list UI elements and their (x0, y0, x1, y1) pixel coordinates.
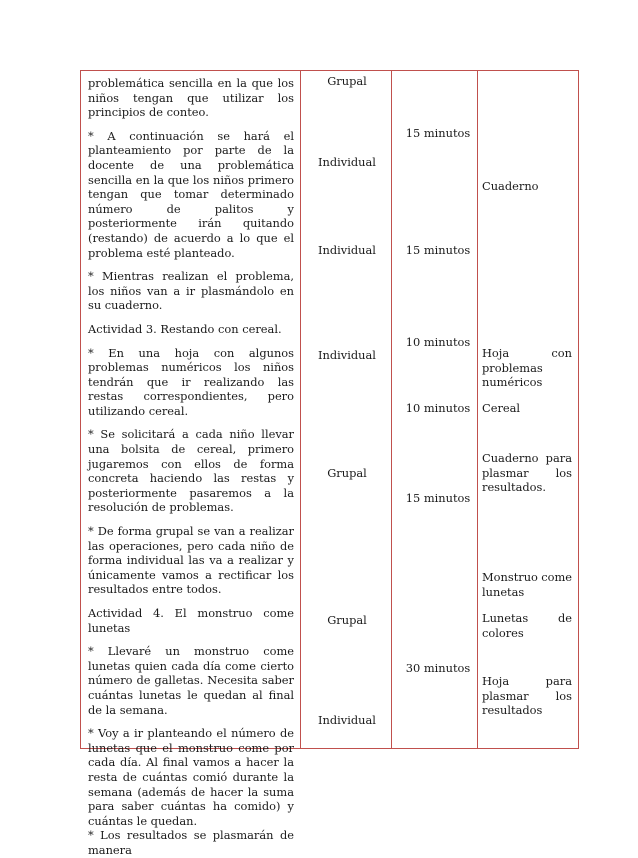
time-cell: 10 minutos (405, 335, 471, 349)
activity-paragraph: * Los resultados se plasmarán de manera (88, 828, 294, 857)
time-cell: 30 minutos (405, 661, 471, 675)
activity-paragraph: * Mientras realizan el problema, los niños van a ir plasmándolo en su cuaderno. (88, 269, 294, 313)
material-word: resultados. (482, 480, 546, 495)
material-word: lunetas (482, 584, 525, 599)
material-cell (482, 570, 572, 599)
material-word: Hoja (482, 674, 510, 688)
organization-cell: Individual (318, 243, 376, 257)
organization-cell: Individual (318, 348, 376, 362)
material-word: colores (482, 625, 524, 640)
material-word: los (555, 465, 572, 480)
activity-paragraph: * De forma grupal se van a realizar las operaciones, pero cada niño de forma individual las va a realizar y únicamente vamos a rectificar los resultados entre todos. (88, 524, 294, 597)
material-word: los (555, 688, 572, 703)
material-word: para (545, 674, 572, 688)
material-text: Cuaderno (482, 179, 539, 193)
material-word: para (545, 451, 572, 465)
time-cell: 15 minutos (405, 243, 471, 257)
activity-paragraph: * Se solicitará a cada niño llevar una bolsita de cereal, primero jugaremos con ellos de forma concreta haciendo las restas y posteriormente pasaremos a la resolución de problemas. (88, 427, 294, 515)
activity-heading: Actividad 4. El monstruo come lunetas (88, 606, 294, 635)
material-cell (482, 401, 572, 416)
organization-cell: Individual (318, 155, 376, 169)
material-word: come (541, 570, 572, 584)
material-cell (482, 611, 572, 640)
material-word: de (557, 611, 572, 625)
material-word: Hoja (482, 346, 510, 360)
organization-cell: Grupal (327, 74, 367, 88)
activity-paragraph: * Voy a ir planteando el número de lunetas que el monstruo come por cada día. Al final vamos a hacer la resta de cuántas comió durante la semana (además de hacer la suma para saber cuántas ha comido) y cuántas le quedan. (88, 726, 294, 828)
material-cell (482, 674, 572, 718)
time-cell: 15 minutos (405, 491, 471, 505)
activity-heading: Actividad 3. Restando con cereal. (88, 321, 282, 336)
material-word: numéricos (482, 375, 543, 390)
material-word: con (551, 346, 572, 360)
activities-column (88, 76, 294, 858)
material-word: plasmar (482, 465, 529, 480)
column-divider (300, 71, 301, 748)
material-cell (482, 179, 572, 194)
material-word: plasmar (482, 688, 529, 703)
material-word: Monstruo (482, 570, 538, 584)
organization-cell: Individual (318, 713, 376, 727)
material-text: Cereal (482, 401, 521, 415)
activity-paragraph: * A continuación se hará el planteamiento por parte de la docente de una problemática sencilla en la que los niños primero tengan que tomar determinado número de palitos y posteriormente irán quitando (restando) de acuerdo a lo que el problema esté planteado. (88, 128, 294, 260)
activity-paragraph: problemática sencilla en la que los niños tengan que utilizar los principios de conteo. (88, 76, 294, 120)
material-cell (482, 451, 572, 495)
organization-cell: Grupal (327, 466, 367, 480)
planning-table (80, 70, 579, 857)
material-cell (482, 346, 572, 390)
time-cell: 15 minutos (405, 126, 471, 140)
material-word: Cuaderno (482, 451, 539, 465)
material-word: problemas (482, 360, 543, 375)
activity-paragraph: * Llevaré un monstruo come lunetas quien cada día come cierto número de galletas. Necesita saber cuántas lunetas le quedan al final de la semana. (88, 644, 294, 717)
organization-cell: Grupal (327, 613, 367, 627)
column-divider (391, 71, 392, 748)
activity-paragraph: * En una hoja con algunos problemas numéricos los niños tendrán que ir realizando las restas correspondientes, pero utilizando cereal. (88, 345, 294, 418)
material-word: resultados (482, 703, 543, 718)
material-word: Lunetas (482, 611, 529, 625)
time-cell: 10 minutos (405, 401, 471, 415)
